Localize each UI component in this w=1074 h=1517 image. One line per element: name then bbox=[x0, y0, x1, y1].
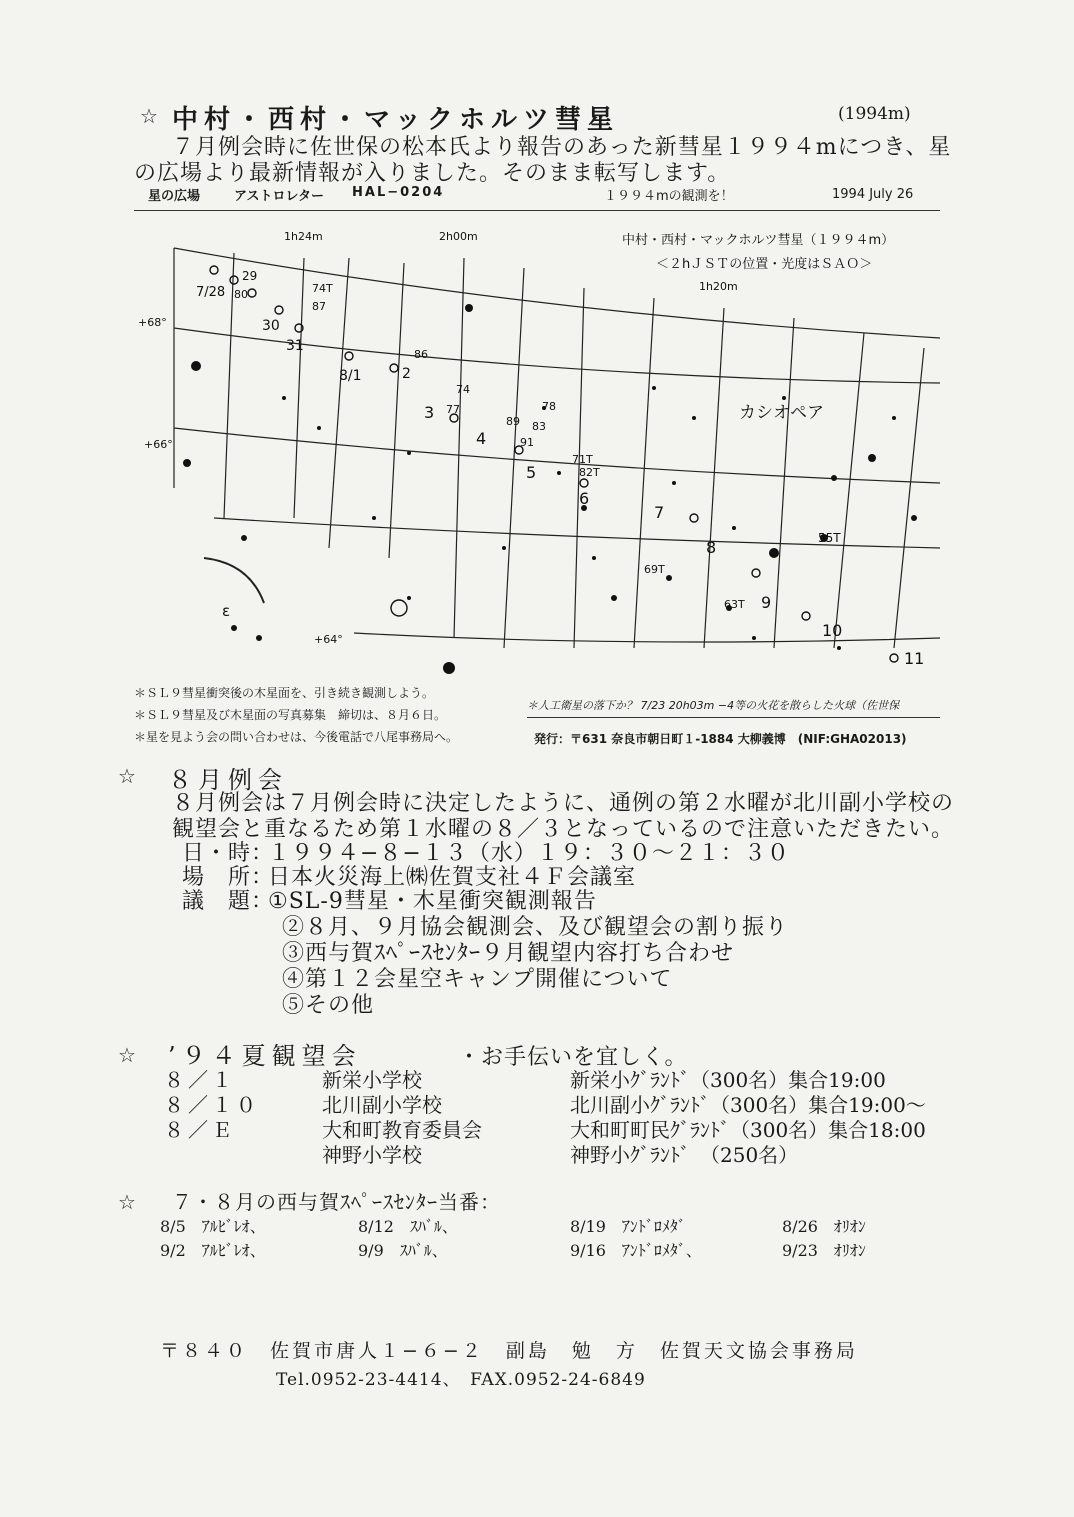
summer-venue: 新栄小ｸﾞﾗﾝﾄﾞ（300名）集合19:00 bbox=[570, 1068, 886, 1092]
ra-label: 1h20m bbox=[699, 280, 738, 293]
dec-line-66 bbox=[174, 428, 940, 483]
summer-subtitle: ・お手伝いを宜しく。 bbox=[458, 1045, 688, 1070]
star-icon: ☆ bbox=[118, 1043, 136, 1067]
agenda-item: ③西与賀ｽﾍﾟｰｽｾﾝﾀｰ９月観望内容打ち合わせ bbox=[282, 941, 735, 966]
duty-entry: 9/23 ｵﾘｵﾝ bbox=[782, 1241, 866, 1260]
summer-date: ８／Ｅ bbox=[164, 1118, 236, 1142]
comet-intro-line1: ７月例会時に佐世保の松本氏より報告のあった新彗星１９９４mにつき、星 bbox=[172, 135, 952, 160]
agenda-item: ④第１２会星空キャンプ開催について bbox=[282, 967, 673, 992]
comet-point-label: 31 bbox=[286, 338, 304, 354]
comet-point-label: 2 bbox=[402, 366, 411, 382]
comet-point-label: 9 bbox=[761, 593, 772, 612]
summer-host: 大和町教育委員会 bbox=[322, 1118, 482, 1142]
duty-entry: 8/12 ｽﾊﾞﾙ、 bbox=[358, 1217, 458, 1236]
footer-address: 〒８４０ 佐賀市唐人１−６−２ 副島 勉 方 佐賀天文協会事務局 bbox=[160, 1340, 858, 1362]
comet-designation: (1994m) bbox=[838, 104, 911, 124]
duty-entry: 8/5 ｱﾙﾋﾞﾚｵ、 bbox=[160, 1217, 266, 1236]
mag-label: 69T bbox=[644, 563, 665, 576]
handwritten-note: ＊人工衛星の落下か？ 7/23 20h03m −4等の火花を散らした火球（佐世保 bbox=[527, 699, 900, 712]
note-rule bbox=[527, 717, 940, 718]
constellation-label: カシオペア bbox=[739, 403, 824, 423]
chart-note: ＊星を見よう会の問い合わせは、今後電話で八尾事務局へ。 bbox=[134, 730, 459, 744]
ra-label: 1h24m bbox=[284, 230, 323, 243]
summer-venue: 神野小ｸﾞﾗﾝﾄﾞ （250名） bbox=[570, 1143, 799, 1167]
comet-point-label: 5 bbox=[526, 463, 537, 482]
dec-label: +66° bbox=[144, 438, 173, 451]
ra-label: 2h00m bbox=[439, 230, 478, 243]
star-icon: ☆ bbox=[140, 104, 158, 128]
agenda-item: ⑤その他 bbox=[282, 993, 375, 1018]
agenda-item: ②８月、９月協会観測会、及び観望会の割り振り bbox=[282, 915, 789, 940]
meeting-line1: ８月例会は７月例会時に決定したように、通例の第２水曜が北川副小学校の bbox=[172, 791, 955, 816]
summer-host: 北川副小学校 bbox=[322, 1093, 442, 1117]
summer-host: 新栄小学校 bbox=[322, 1068, 422, 1092]
comet-point-label: 10 bbox=[822, 621, 843, 640]
summer-host: 神野小学校 bbox=[322, 1143, 422, 1167]
epsilon-label: ε bbox=[222, 602, 231, 620]
mag-label: 63T bbox=[724, 598, 745, 611]
summer-title: ’９４夏観望会 bbox=[168, 1042, 362, 1070]
star-icon: ☆ bbox=[118, 764, 136, 788]
meeting-line2: 観望会と重なるため第１水曜の８／３となっているので注意いただきたい。 bbox=[172, 817, 955, 842]
agenda-item: ①SL-9彗星・木星衝突観測報告 bbox=[268, 889, 597, 914]
mag-label: 74T bbox=[312, 282, 333, 295]
mag-label: 89 bbox=[506, 415, 520, 428]
dec-label: +68° bbox=[138, 316, 167, 329]
trajectory-arrow bbox=[204, 558, 264, 603]
dec-label: +64° bbox=[314, 633, 343, 646]
comet-intro-line2: の広場より最新情報が入りました。そのまま転写します。 bbox=[134, 161, 731, 186]
meeting-place: 日本火災海上㈱佐賀支社４Ｆ会議室 bbox=[268, 865, 637, 890]
mag-label: 82T bbox=[579, 466, 600, 479]
meeting-datetime: １９９４−８−１３（水）１９：３０〜２１：３０ bbox=[268, 841, 790, 866]
comet-point-label: 8/1 bbox=[339, 368, 362, 384]
duty-entry: 8/26 ｵﾘｵﾝ bbox=[782, 1217, 866, 1236]
mag-label: 91 bbox=[520, 436, 534, 449]
comet-point-label: 3 bbox=[424, 403, 435, 422]
dec-line-64 bbox=[354, 633, 940, 642]
header-rule bbox=[134, 210, 940, 211]
duty-entry: 9/2 ｱﾙﾋﾞﾚｵ、 bbox=[160, 1241, 266, 1260]
chart-title: 中村・西村・マックホルツ彗星（１９９４m） bbox=[622, 233, 895, 248]
mag-label: 78 bbox=[542, 400, 556, 413]
comet-title: 中村・西村・マックホルツ彗星 bbox=[172, 105, 619, 135]
publisher-line: 発行：〒631 奈良市朝日町１-1884 大柳義博 (NIF:GHA02013) bbox=[534, 732, 907, 746]
star-chart bbox=[134, 218, 940, 693]
meeting-title: ８月例会 bbox=[168, 766, 288, 794]
comet-point-label: 29 bbox=[242, 269, 258, 283]
letter-name: アストロレター bbox=[234, 189, 324, 204]
comet-point-label: 30 bbox=[262, 318, 280, 334]
chart-note: ＊ＳＬ９彗星衝突後の木星面を、引き続き観測しよう。 bbox=[134, 686, 435, 700]
dec-line-68 bbox=[174, 328, 940, 383]
mag-label: 77 bbox=[446, 403, 460, 416]
footer-contact: Tel.0952-23-4414、 FAX.0952-24-6849 bbox=[276, 1370, 646, 1390]
comet-point-label: 11 bbox=[904, 649, 925, 668]
mag-label: 80 bbox=[234, 288, 248, 301]
hal-number: HAL−0204 bbox=[352, 185, 445, 200]
mag-label: 86 bbox=[414, 348, 428, 361]
mag-label: 74 bbox=[456, 383, 470, 396]
summer-venue: 大和町町民ｸﾞﾗﾝﾄﾞ（300名）集合18:00 bbox=[570, 1118, 926, 1142]
chart-note: ＊ＳＬ９彗星及び木星面の写真募集 締切は、８月６日。 bbox=[134, 708, 447, 722]
duty-entry: 8/19 ｱﾝﾄﾞﾛﾒﾀﾞ bbox=[570, 1217, 686, 1236]
comet-point-label: 4 bbox=[476, 429, 487, 448]
comet-point-label: 6 bbox=[579, 489, 590, 508]
summer-venue: 北川副小ｸﾞﾗﾝﾄﾞ（300名）集合19:00〜 bbox=[570, 1093, 926, 1117]
duty-title: ７・８月の西与賀ｽﾍﾟｰｽｾﾝﾀｰ当番： bbox=[172, 1190, 501, 1214]
mag-label: 83 bbox=[532, 420, 546, 433]
agenda-label: 議 題： bbox=[182, 889, 275, 914]
duty-entry: 9/16 ｱﾝﾄﾞﾛﾒﾀﾞ、 bbox=[570, 1241, 702, 1260]
chart-subtitle: ＜２hＪＳＴの位置・光度はＳＡＯ＞ bbox=[656, 257, 873, 272]
mag-label: 71T bbox=[572, 453, 593, 466]
datetime-label: 日・時： bbox=[182, 841, 275, 866]
letter-headline: １９９４mの観測を！ bbox=[604, 189, 734, 204]
comet-point-label: 7/28 bbox=[196, 285, 226, 300]
mag-label: 87 bbox=[312, 300, 326, 313]
comet-point-label: 7 bbox=[654, 503, 665, 522]
star-icon: ☆ bbox=[118, 1190, 136, 1214]
place-label: 場 所： bbox=[182, 865, 275, 890]
summer-date: ８／１０ bbox=[164, 1093, 260, 1117]
source-name: 星の広場 bbox=[148, 189, 201, 204]
summer-date: ８／１ bbox=[164, 1068, 236, 1092]
comet-point-label: 8 bbox=[706, 538, 717, 557]
letter-date: 1994 July 26 bbox=[832, 187, 914, 202]
mag-label: 55T bbox=[818, 531, 841, 545]
duty-entry: 9/9 ｽﾊﾞﾙ、 bbox=[358, 1241, 448, 1260]
